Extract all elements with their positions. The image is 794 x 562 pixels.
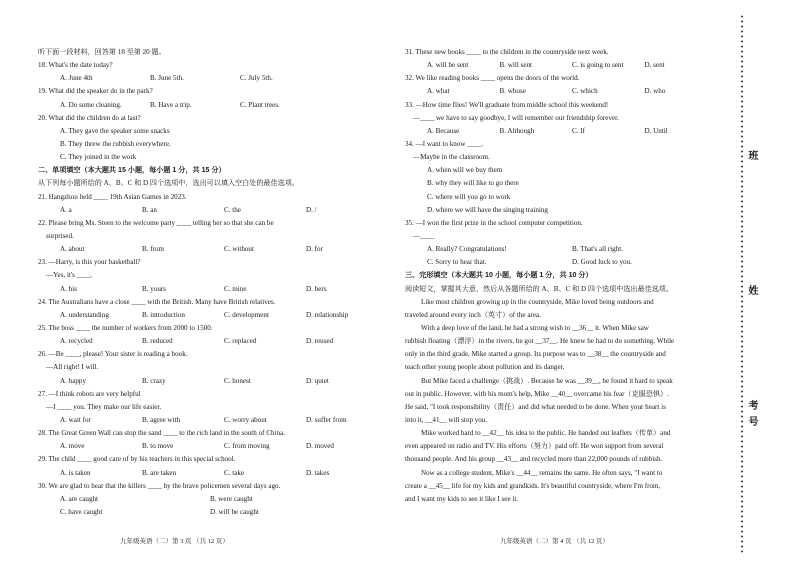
passage-line: and I want my kids to see it like I see it. — [405, 494, 519, 503]
right-option: C. If — [572, 126, 586, 135]
right-text-line: D. where we will have the singing training — [427, 205, 548, 214]
left-option: C. take — [224, 468, 245, 477]
left-option: B. are taken — [142, 468, 177, 477]
left-options-row — [38, 506, 390, 519]
right-text-line: 31. These new books ____ to the children in the countryside next week. — [405, 48, 609, 56]
left-option: D. takes — [306, 468, 330, 477]
left-text-line: 24. The Australians have a close ____ with the British. Many have British relatives. — [38, 297, 276, 306]
left-text-line: 19. What did the speaker do in the park? — [38, 87, 153, 96]
left-text-line: 听下面一段材料，回答第 18 至第 20 题。 — [38, 48, 166, 56]
left-options-row — [38, 375, 390, 388]
right-section-heading: 三、完形填空（本大题共 10 小题，每小题 1 分，共 10 分） — [405, 271, 593, 280]
left-text-line: C. They joined in the work — [60, 153, 137, 162]
left-options-row — [38, 99, 390, 112]
left-option: B. introduction — [142, 310, 185, 319]
right-option: D. Until — [644, 126, 668, 135]
left-text-line: —I ____ you. They make our life easier. — [46, 402, 162, 411]
left-option: D. / — [306, 205, 317, 214]
left-option: B. yours — [142, 284, 167, 293]
left-option: B. reduced — [142, 337, 173, 346]
left-option: A. understanding — [60, 310, 109, 319]
left-option: C. development — [224, 310, 269, 319]
left-text-line: 22. Please bring Ms. Steen to the welcome party ____ telling her so that she can be — [38, 218, 274, 227]
right-option: C. Sorry to hear that. — [427, 258, 487, 267]
right-option: C. which — [572, 87, 598, 96]
left-option: B. to move — [142, 442, 174, 451]
left-options-row — [38, 243, 390, 256]
dotted-cut-line — [741, 14, 743, 554]
right-text-line: A. when will we buy them — [427, 166, 503, 175]
left-text-line: 26. —Be ____, please! Your sister is reading a book. — [38, 350, 188, 359]
left-options-row — [38, 335, 390, 348]
left-option: C. without — [224, 245, 254, 254]
right-option: B. whose — [499, 87, 526, 96]
left-options-row — [38, 204, 390, 217]
left-option: D. for — [306, 245, 323, 254]
right-option: A. Really? Congratulations! — [427, 245, 507, 254]
left-option: A. about — [60, 245, 85, 254]
right-text-line: —____ — [413, 231, 435, 240]
left-option: C. July 5th. — [240, 74, 273, 83]
left-text-line: 23. —Harry, is this your basketball? — [38, 258, 141, 267]
left-option: D. will be caught — [210, 507, 259, 516]
left-text-line: 29. The child ____ good care of by his teachers in this special school. — [38, 455, 236, 464]
right-text-line: C. where will you go to work — [427, 192, 511, 201]
left-option: B. were caught — [210, 494, 253, 503]
passage-line: into it, __41__ will stop you. — [405, 415, 488, 424]
left-text-line: 21. Hangzhou held ____ 19th Asian Games in 2023. — [38, 192, 187, 201]
right-text-line: 32. We like reading books ____ opens the doors of the world. — [405, 74, 580, 83]
side-label-name: 姓 — [746, 285, 757, 295]
left-option: C. worry about — [224, 415, 267, 424]
left-option: D. reused — [306, 337, 334, 346]
left-column — [38, 46, 390, 519]
right-text-line: 35. —I won the first prize in the school computer competition. — [405, 218, 583, 227]
side-label-class: 班 — [746, 150, 757, 160]
left-option: C. from moving — [224, 442, 270, 451]
left-text-line: 27. —I think robots are very helpful — [38, 389, 141, 398]
left-options-row — [38, 309, 390, 322]
side-label-number: 号 — [746, 416, 757, 426]
right-column — [405, 46, 717, 506]
left-options-row — [38, 72, 390, 85]
left-text-line: 从下列每小题所给的 A、B、C 和 D 四个选项中，选出可以填入空白处的最佳选项。 — [38, 179, 299, 188]
left-options-row — [38, 283, 390, 296]
left-option: D. suffer from — [306, 415, 347, 424]
left-option: D. quiet — [306, 376, 329, 385]
left-option: C. honest — [224, 376, 251, 385]
left-option: C. Plant trees. — [240, 100, 280, 109]
left-option: D. hers — [306, 284, 327, 293]
left-text-line: 28. The Great Green Wall can stop the sand ____ to the rich land in the south of China. — [38, 429, 285, 438]
left-option: A. recycled — [60, 337, 93, 346]
left-text-line: surprised. — [46, 231, 74, 240]
right-options-row — [405, 85, 717, 98]
left-option: B. June 5th. — [150, 74, 184, 83]
passage-line: Mike worked hard to __42__ his idea to the public. He handed out leaflets（传单）and — [421, 429, 671, 438]
right-page-footer: 九年级英语（二）第 4 页 （共 12 页） — [500, 538, 609, 545]
passage-line: He said, "I took responsibility（责任）and did what needed to be done. When your heart is — [405, 402, 666, 411]
left-option: A. wait for — [60, 415, 91, 424]
left-option: D. relationship — [306, 310, 349, 319]
left-option: C. have caught — [60, 507, 103, 516]
passage-line: even appeared on radio and TV. His efforts（努力）paid off. He won support from several — [405, 442, 664, 451]
left-option: C. mine — [224, 284, 247, 293]
left-option: A. is taken — [60, 468, 91, 477]
left-option: B. Have a trip. — [150, 100, 192, 109]
left-option: D. moved — [306, 442, 334, 451]
right-text-line: —Maybe in the classroom. — [413, 153, 490, 162]
right-option: D. Good luck to you. — [572, 258, 632, 267]
right-text-line: —____ we have to say goodbye, I will remember our friendship forever. — [413, 113, 619, 122]
left-option: A. move — [60, 442, 85, 451]
passage-line: rubbish floating（漂浮）in the rivers, he got __37__. He knew he had to do something. While — [405, 337, 675, 346]
left-option: A. June 4th — [60, 74, 93, 83]
left-option: B. crazy — [142, 376, 166, 385]
binding-margin — [738, 0, 778, 562]
left-options-row — [38, 440, 390, 453]
passage-line: out in public. However, with his mom's help, Mike __40__ overcame his fear（克服恐惧）. — [405, 389, 669, 398]
right-text-line: 阅读短文，掌握其大意，然后从各题所给的 A、B、C 和 D 四个选项中选出最佳选项。 — [405, 284, 673, 293]
right-option: D. sent — [644, 61, 665, 70]
left-option: C. replaced — [224, 337, 257, 346]
left-options-row — [38, 414, 390, 427]
right-option: A. what — [427, 87, 450, 96]
left-option: B. agree with — [142, 415, 181, 424]
right-options-row — [405, 256, 717, 269]
left-option: A. Do some cleaning. — [60, 100, 122, 109]
right-option: B. Although — [499, 126, 535, 135]
left-option: A. his — [60, 284, 77, 293]
left-page-footer: 九年级英语（二）第 3 页 （共 12 页） — [120, 538, 229, 545]
right-options-row — [405, 125, 717, 138]
left-text-line: B. They threw the rubbish everywhere. — [60, 139, 171, 148]
left-text-line: 30. We are glad to hear that the killers ____ by the brave policemen several days ago. — [38, 481, 281, 490]
left-option: A. a — [60, 205, 72, 214]
left-text-line: —All right! I will. — [46, 363, 99, 372]
passage-line: thousand people. And his group __43__ and recycled more than 22,000 pounds of rubbish. — [405, 455, 663, 464]
passage-line: Like most children growing up in the countryside, Mike loved being outdoors and — [421, 297, 654, 306]
passage-line: teach other young people about pollution and its danger. — [405, 363, 565, 372]
left-options-row — [38, 493, 390, 506]
right-text-line: B. why they will like to go there — [427, 179, 519, 188]
left-option: C. the — [224, 205, 241, 214]
right-text-line: 34. —I want to know ____. — [405, 139, 484, 148]
left-option: A. happy — [60, 376, 87, 385]
left-text-line: 20. What did the children do at last? — [38, 113, 141, 122]
passage-line: traveled around every inch（英寸）of the area. — [405, 310, 541, 319]
right-option: A. Because — [427, 126, 460, 135]
right-options-row — [405, 243, 717, 256]
left-text-line: A. They gave the speaker some snacks — [60, 126, 170, 135]
right-option: B. will sent — [499, 61, 533, 70]
passage-line: create a __45__ life for my kids and grandkids. It's beautiful countryside, where I'm from, — [405, 481, 661, 490]
left-option: B. from — [142, 245, 165, 254]
passage-line: But Mike faced a challenge（挑战）. Because he was __39__, he found it hard to speak — [421, 376, 673, 385]
left-section-heading: 二、单项填空（本大题共 15 小题，每小题 1 分，共 15 分） — [38, 166, 226, 175]
left-text-line: 25. The boss ____ the number of workers from 2000 to 1500. — [38, 323, 213, 332]
left-option: A. are caught — [60, 494, 99, 503]
right-option: D. who — [644, 87, 666, 96]
left-option: B. an — [142, 205, 157, 214]
passage-line: only in the third grade, Mike started a group. Its purpose was to __38__ the countryside and — [405, 350, 666, 359]
right-option: A. will be sent — [427, 61, 469, 70]
left-text-line: 18. What's the date today? — [38, 61, 113, 70]
left-text-line: —Yes, it's ____. — [46, 271, 93, 280]
right-option: B. That's all right. — [572, 245, 623, 254]
right-options-row — [405, 59, 717, 72]
right-option: C. is going to sent — [572, 61, 624, 70]
passage-line: With a deep love of the land, he had a strong wish to __36__ it. When Mike saw — [421, 323, 649, 332]
passage-line: Now as a college student, Mike's __44__ remains the same. He often says, "I want to — [421, 468, 663, 477]
side-label-exam: 考 — [746, 400, 757, 410]
left-options-row — [38, 467, 390, 480]
right-text-line: 33. —How time flies! We'll graduate from middle school this weekend! — [405, 100, 609, 109]
